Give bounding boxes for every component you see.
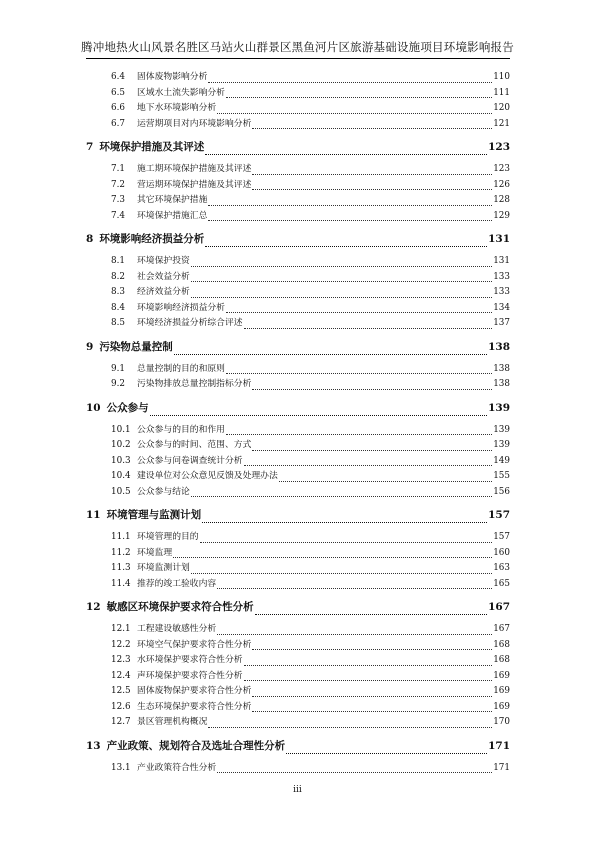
toc-title: 建设单位对公众意见反馈及处理办法 (137, 471, 278, 481)
toc-entry-row[interactable] (86, 469, 510, 485)
toc-page-number: 168 (493, 639, 510, 650)
toc-entry-row[interactable] (86, 638, 510, 654)
toc-number: 13 (86, 739, 101, 752)
toc-entry-row[interactable] (86, 209, 510, 225)
toc-leader (226, 311, 492, 313)
toc-page-number: 123 (488, 141, 510, 153)
toc-number: 10.3 (111, 455, 131, 466)
toc-leader (217, 112, 492, 114)
toc-page-number: 171 (488, 739, 510, 752)
toc-title: 经济效益分析 (137, 287, 190, 297)
toc-number: 7.3 (111, 195, 125, 205)
toc-title: 固体废物保护要求符合性分析 (137, 686, 252, 696)
toc-page-number: 121 (493, 118, 510, 129)
toc-number: 8.1 (111, 256, 125, 266)
toc-leader (244, 679, 493, 681)
toc-title: 环境影响经济损益分析 (99, 233, 205, 245)
toc-leader (217, 771, 492, 773)
toc-entry-row[interactable] (86, 653, 510, 669)
toc-leader (244, 327, 493, 329)
toc-title: 运营期项目对内环境影响分析 (137, 118, 252, 129)
toc-leader (244, 664, 493, 666)
toc-leader (200, 541, 493, 543)
toc-title: 工程建设敏感性分析 (137, 624, 217, 634)
header-rule (86, 58, 510, 59)
toc-leader (208, 219, 492, 221)
toc-leader (191, 572, 492, 574)
toc-leader (252, 449, 492, 451)
toc-leader (202, 521, 487, 523)
toc-number: 8.5 (111, 318, 125, 328)
toc-chapter-row[interactable] (86, 398, 510, 419)
toc-entry-row[interactable] (86, 561, 510, 577)
toc-number: 9.1 (111, 363, 125, 374)
toc-entry-row[interactable] (86, 684, 510, 700)
toc-chapter-row[interactable] (86, 229, 510, 250)
toc-page-number: 128 (493, 195, 510, 205)
toc-number: 6.5 (111, 87, 125, 98)
toc-entry-row[interactable] (86, 193, 510, 209)
toc-leader (208, 81, 492, 83)
toc-title: 环境管理的目的 (137, 532, 199, 542)
toc-number: 12 (86, 601, 101, 613)
toc-leader (252, 188, 492, 190)
toc-title: 产业政策符合性分析 (137, 762, 217, 773)
toc-title: 环境保护措施及其评述 (99, 141, 205, 153)
toc-entry-row[interactable] (86, 316, 510, 332)
toc-leader (226, 96, 492, 98)
toc-number: 12.4 (111, 670, 131, 681)
toc-page-number: 165 (493, 578, 510, 589)
toc-page-number: 149 (493, 455, 510, 466)
toc-entry-row[interactable] (86, 178, 510, 194)
toc-number: 6.7 (111, 118, 125, 129)
toc-title: 其它环境保护措施 (137, 195, 208, 205)
toc-title: 公众参与的时间、范围、方式 (137, 440, 252, 450)
table-of-contents (86, 70, 510, 776)
toc-leader (150, 414, 487, 416)
toc-page-number: 163 (493, 563, 510, 573)
toc-number: 10 (86, 401, 101, 414)
toc-entry-row[interactable] (86, 438, 510, 454)
toc-title: 环境空气保护要求符合性分析 (137, 639, 252, 650)
toc-title: 公众参与结论 (137, 486, 190, 497)
toc-leader (217, 587, 492, 589)
toc-entry-row[interactable] (86, 101, 510, 117)
toc-title: 敏感区环境保护要求符合性分析 (106, 601, 254, 613)
toc-entry-row[interactable] (86, 377, 510, 393)
toc-entry-row[interactable] (86, 423, 510, 439)
toc-page-number: 133 (493, 287, 510, 297)
toc-title: 污染物总量控制 (99, 340, 173, 353)
toc-number: 7.4 (111, 210, 125, 221)
toc-number: 8 (86, 233, 94, 245)
toc-number: 8.2 (111, 271, 125, 282)
toc-number: 10.2 (111, 440, 131, 450)
toc-leader (252, 648, 492, 650)
toc-leader (252, 127, 492, 129)
toc-page-number: 137 (493, 318, 510, 328)
toc-page-number: 131 (493, 256, 510, 266)
toc-entry-row[interactable] (86, 301, 510, 317)
toc-chapter-row[interactable] (86, 597, 510, 618)
toc-number: 7 (86, 141, 94, 153)
toc-title: 声环境保护要求符合性分析 (137, 670, 243, 681)
toc-leader (191, 296, 492, 298)
toc-page-number: 134 (493, 302, 510, 313)
toc-leader (226, 372, 492, 374)
toc-title: 区域水土流失影响分析 (137, 87, 225, 98)
toc-number: 12.5 (111, 686, 131, 696)
toc-number: 12.6 (111, 701, 131, 712)
toc-entry-row[interactable] (86, 546, 510, 562)
toc-entry-row[interactable] (86, 254, 510, 270)
toc-number: 13.1 (111, 762, 131, 773)
toc-page-number: 131 (488, 233, 510, 245)
toc-entry-row[interactable] (86, 117, 510, 133)
toc-title: 环境监理 (137, 547, 173, 558)
toc-entry-row[interactable] (86, 530, 510, 546)
toc-page-number: 129 (493, 210, 510, 221)
toc-entry-row[interactable] (86, 761, 510, 777)
toc-title: 固体废物影响分析 (137, 72, 208, 82)
toc-chapter-row[interactable] (86, 337, 510, 358)
toc-number: 6.6 (111, 103, 125, 113)
toc-page-number: 155 (493, 471, 510, 481)
toc-entry-row[interactable] (86, 454, 510, 470)
toc-title: 环境经济损益分析综合评述 (137, 318, 243, 328)
toc-page-number: 139 (493, 424, 510, 435)
toc-leader (279, 480, 492, 482)
toc-leader (191, 280, 492, 282)
toc-entry-row[interactable] (86, 700, 510, 716)
toc-entry-row[interactable] (86, 622, 510, 638)
toc-page-number: 138 (488, 340, 510, 353)
toc-number: 8.4 (111, 302, 125, 313)
toc-page-number: 123 (493, 164, 510, 174)
toc-title: 营运期环境保护措施及其评述 (137, 179, 252, 190)
toc-page-number: 126 (493, 179, 510, 190)
toc-page-number: 171 (493, 762, 510, 773)
toc-leader (286, 752, 487, 754)
toc-title: 产业政策、规划符合及选址合理性分析 (106, 739, 286, 752)
toc-title: 总量控制的目的和原则 (137, 363, 225, 374)
toc-page-number: 167 (488, 601, 510, 613)
toc-title: 水环境保护要求符合性分析 (137, 655, 243, 665)
toc-chapter-row[interactable] (86, 505, 510, 526)
toc-number: 8.3 (111, 287, 125, 297)
toc-title: 污染物排放总量控制指标分析 (137, 379, 252, 389)
toc-page-number: 139 (493, 440, 510, 450)
toc-page-number: 110 (493, 72, 510, 82)
toc-entry-row[interactable] (86, 715, 510, 731)
toc-entry-row[interactable] (86, 285, 510, 301)
toc-title: 环境保护措施汇总 (137, 210, 208, 221)
toc-leader (174, 353, 487, 355)
toc-page-number: 168 (493, 655, 510, 665)
toc-number: 9 (86, 340, 94, 353)
toc-page-number: 170 (493, 717, 510, 727)
toc-leader (244, 464, 493, 466)
toc-chapter-row[interactable] (86, 736, 510, 757)
toc-leader (191, 265, 492, 267)
toc-page-number: 169 (493, 701, 510, 712)
toc-leader (252, 695, 492, 697)
toc-leader (173, 556, 492, 558)
toc-page-number: 157 (488, 509, 510, 521)
toc-leader (255, 613, 487, 615)
toc-title: 地下水环境影响分析 (137, 103, 217, 113)
toc-title: 景区管理机构概况 (137, 717, 208, 727)
toc-page-number: 169 (493, 686, 510, 696)
toc-leader (208, 204, 492, 206)
toc-leader (208, 726, 492, 728)
toc-leader (217, 633, 492, 635)
toc-number: 12.2 (111, 639, 131, 650)
toc-page-number: 156 (493, 486, 510, 497)
document-header: 腾冲地热火山风景名胜区马站火山群景区黑鱼河片区旅游基础设施项目环境影响报告 (81, 40, 514, 54)
toc-title: 环境监测计划 (137, 563, 190, 573)
toc-number: 12.3 (111, 655, 131, 665)
toc-number: 11.2 (111, 547, 131, 558)
toc-number: 11 (86, 509, 101, 521)
toc-number: 7.2 (111, 179, 125, 190)
toc-chapter-row[interactable] (86, 137, 510, 158)
page-number: iii (293, 785, 302, 795)
toc-leader (205, 245, 487, 247)
toc-leader (191, 495, 492, 497)
toc-entry-row[interactable] (86, 86, 510, 102)
toc-number: 12.1 (111, 624, 131, 634)
toc-title: 公众参与问卷调查统计分析 (137, 455, 243, 466)
toc-title: 环境管理与监测计划 (106, 509, 202, 521)
toc-page-number: 167 (493, 624, 510, 634)
toc-leader (252, 173, 492, 175)
toc-number: 7.1 (111, 164, 125, 174)
toc-entry-row[interactable] (86, 270, 510, 286)
toc-leader (226, 433, 492, 435)
toc-title: 公众参与 (106, 401, 149, 414)
toc-title: 环境影响经济损益分析 (137, 302, 225, 313)
toc-number: 12.7 (111, 717, 131, 727)
toc-title: 施工期环境保护措施及其评述 (137, 164, 252, 174)
toc-page-number: 133 (493, 271, 510, 282)
toc-title: 环境保护投资 (137, 256, 190, 266)
toc-number: 10.5 (111, 486, 131, 497)
toc-number: 9.2 (111, 379, 125, 389)
toc-title: 生态环境保护要求符合性分析 (137, 701, 252, 712)
toc-leader (252, 388, 492, 390)
toc-number: 10.4 (111, 471, 131, 481)
toc-number: 6.4 (111, 72, 125, 82)
toc-entry-row[interactable] (86, 162, 510, 178)
toc-page-number: 111 (493, 87, 510, 98)
toc-title: 推荐的竣工验收内容 (137, 578, 217, 589)
toc-number: 11.4 (111, 578, 131, 589)
toc-entry-row[interactable] (86, 577, 510, 593)
toc-page-number: 138 (493, 363, 510, 374)
toc-number: 10.1 (111, 424, 131, 435)
toc-entry-row[interactable] (86, 669, 510, 685)
toc-page-number: 169 (493, 670, 510, 681)
toc-leader (205, 153, 487, 155)
toc-entry-row[interactable] (86, 362, 510, 378)
toc-number: 11.1 (111, 532, 131, 542)
toc-page-number: 139 (488, 401, 510, 414)
toc-page-number: 160 (493, 547, 510, 558)
toc-page-number: 138 (493, 379, 510, 389)
toc-page-number: 120 (493, 103, 510, 113)
toc-title: 社会效益分析 (137, 271, 190, 282)
toc-entry-row[interactable] (86, 485, 510, 501)
toc-entry-row[interactable] (86, 70, 510, 86)
toc-title: 公众参与的目的和作用 (137, 424, 225, 435)
toc-leader (252, 710, 492, 712)
toc-page-number: 157 (493, 532, 510, 542)
toc-number: 11.3 (111, 563, 131, 573)
